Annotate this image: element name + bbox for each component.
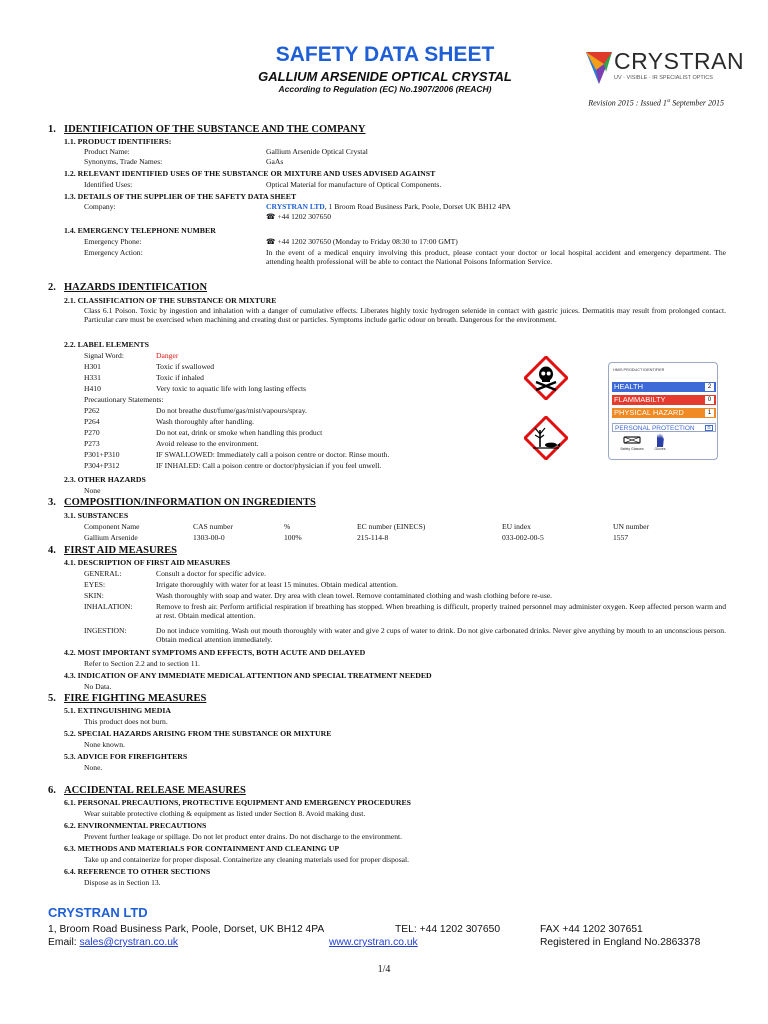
product-title: GALLIUM ARSENIDE OPTICAL CRYSTAL (258, 69, 512, 84)
synonyms-value: GaAs (266, 157, 284, 166)
revision-line: Revision 2015 : Issued 1st September 2015 (588, 98, 724, 108)
emergency-phone-value: ☎ +44 1202 307650 (Monday to Friday 08:30 to 17:00 GMT) (266, 237, 458, 246)
uses-value: Optical Material for manufacture of Optical Components. (266, 180, 442, 189)
regulation-line: According to Regulation (EC) No.1907/2006 (REACH) (278, 84, 492, 94)
subsection-3-1: 3.1. SUBSTANCES (64, 511, 129, 520)
subsection-4-3: 4.3. INDICATION OF ANY IMMEDIATE MEDICAL ATTENTION AND SPECIAL TREATMENT NEEDED (64, 671, 432, 680)
personal-precautions-text: Wear suitable protective clothing & equipment as listed under Section 8. Avoid making dust. (84, 809, 366, 818)
subsection-1-2: 1.2. RELEVANT IDENTIFIED USES OF THE SUBSTANCE OR MIXTURE AND USES ADVISED AGAINST (64, 169, 436, 178)
hazard-code: H301 (84, 362, 101, 371)
inhalation-text: Remove to fresh air. Perform artificial respiration if breathing has stopped. When breathing is difficult, properly trained personnel may administer oxygen. Keep affected person warm and at rest. Obtain medical attention. (156, 602, 726, 621)
subsection-2-1: 2.1. CLASSIFICATION OF THE SUBSTANCE OR MIXTURE (64, 296, 277, 305)
precaution-text: Do not eat, drink or smoke when handling this product (156, 428, 323, 437)
special-hazards-text: None known. (84, 740, 125, 749)
signal-word-value: Danger (156, 351, 179, 360)
emergency-phone-label: Emergency Phone: (84, 237, 142, 246)
document-title: SAFETY DATA SHEET (275, 43, 495, 66)
general-text: Consult a doctor for specific advice. (156, 569, 267, 578)
footer-company: CRYSTRAN LTD (48, 905, 148, 920)
precaution-text: Wash thoroughly after handling. (156, 417, 255, 426)
subsection-4-1: 4.1. DESCRIPTION OF FIRST AID MEASURES (64, 558, 231, 567)
precaution-code: P304+P312 (84, 461, 120, 470)
product-name-value: Gallium Arsenide Optical Crystal (266, 147, 368, 156)
table-header-cell: EC number (EINECS) (357, 522, 426, 531)
eyes-label: EYES: (84, 580, 106, 589)
footer-address: 1, Broom Road Business Park, Poole, Dorset, UK BH12 4PA (48, 924, 325, 935)
emergency-action-label: Emergency Action: (84, 248, 143, 257)
hmis-health-row: HEALTH 2 (612, 382, 716, 392)
environment-hazard-icon (524, 416, 568, 460)
table-cell: 100% (284, 533, 302, 542)
subsection-1-4: 1.4. EMERGENCY TELEPHONE NUMBER (64, 226, 216, 235)
section-3-heading: 3. COMPOSITION/INFORMATION ON INGREDIENTS (48, 497, 316, 508)
subsection-2-3: 2.3. OTHER HAZARDS (64, 475, 146, 484)
reference-text: Dispose as in Section 13. (84, 878, 161, 887)
gloves-icon (655, 433, 665, 447)
ingestion-label: INGESTION: (84, 626, 127, 635)
logo-wordmark: CRYSTRAN (614, 48, 745, 74)
table-header-cell: Component Name (84, 522, 140, 531)
footer-website (329, 937, 418, 949)
table-header-cell: UN number (613, 522, 650, 531)
environmental-precautions-text: Prevent further leakage or spillage. Do not let product enter drains. Do not discharge to the environment. (84, 832, 403, 841)
emergency-action-text: In the event of a medical enquiry involving this product, please contact your doctor or local hospital accident and emergency department. The attending health professional will be able to contact the National Poisons Information Service. (266, 248, 726, 267)
hazard-code: H331 (84, 373, 101, 382)
table-cell: 1303-00-0 (193, 533, 225, 542)
other-hazards-value: None (84, 486, 101, 495)
website-link[interactable]: www.crystran.co.uk (329, 937, 418, 948)
table-header-cell: EU index (502, 522, 531, 531)
section-4-heading: 4. FIRST AID MEASURES (48, 545, 178, 556)
prism-icon (584, 50, 614, 86)
precaution-code: P270 (84, 428, 100, 437)
page-number: 1/4 (377, 964, 391, 975)
extinguishing-text: This product does not burn. (84, 717, 168, 726)
company-phone: ☎ +44 1202 307650 (266, 212, 331, 221)
signal-word-label: Signal Word: (84, 351, 124, 360)
skin-label: SKIN: (84, 591, 104, 600)
subsection-6-1: 6.1. PERSONAL PRECAUTIONS, PROTECTIVE EQUIPMENT AND EMERGENCY PROCEDURES (64, 798, 412, 807)
footer-fax: FAX +44 1202 307651 (540, 924, 643, 935)
precaution-text: IF INHALED: Call a poison centre or doctor/physician if you feel unwell. (156, 461, 382, 470)
skin-text: Wash thoroughly with soap and water. Dry area with clean towel. Remove contaminated clothing and wash clothing before re-use. (156, 591, 553, 600)
hmis-physical-hazard-row: PHYSICAL HAZARD 1 (612, 408, 716, 418)
hmis-label (608, 362, 718, 460)
product-name-label: Product Name: (84, 147, 130, 156)
ingestion-text: Do not induce vomiting. Wash out mouth thoroughly with water and give 2 cups of water to drink. Do not give carbonated drinks. Never give anything by mouth to an unconscious person. Obtain medical attention immediately. (156, 626, 726, 645)
subsection-4-2: 4.2. MOST IMPORTANT SYMPTOMS AND EFFECTS, BOTH ACUTE AND DELAYED (64, 648, 366, 657)
subsection-5-1: 5.1. EXTINGUISHING MEDIA (64, 706, 172, 715)
table-cell: 1557 (613, 533, 629, 542)
footer-email: Email: sales@crystran.co.uk (48, 937, 179, 948)
hazard-code: H410 (84, 384, 101, 393)
section-6-heading: 6. ACCIDENTAL RELEASE MEASURES (48, 785, 246, 796)
inhalation-label: INHALATION: (84, 602, 133, 611)
skull-crossbones-icon (524, 356, 568, 400)
table-header-cell: % (284, 522, 291, 531)
subsection-6-4: 6.4. REFERENCE TO OTHER SECTIONS (64, 867, 211, 876)
precaution-code: P264 (84, 417, 100, 426)
hmis-personal-protection-row: PERSONAL PROTECTION B (612, 423, 716, 432)
uses-label: Identified Uses: (84, 180, 133, 189)
hazard-text: Toxic if swallowed (156, 362, 215, 371)
general-label: GENERAL: (84, 569, 122, 578)
safety-glasses-caption: Safety Glasses (620, 447, 644, 451)
table-cell: Gallium Arsenide (84, 533, 138, 542)
subsection-6-3: 6.3. METHODS AND MATERIALS FOR CONTAINMENT AND CLEANING UP (64, 844, 340, 853)
logo-tagline: UV · VISIBLE · IR SPECIALIST OPTICS (614, 75, 713, 81)
table-header-cell: CAS number (193, 522, 233, 531)
precaution-code: P301+P310 (84, 450, 120, 459)
precaution-text: Avoid release to the environment. (156, 439, 259, 448)
section-1-heading: 1. IDENTIFICATION OF THE SUBSTANCE AND THE COMPANY (48, 124, 366, 135)
section-2-heading: 2. HAZARDS IDENTIFICATION (48, 282, 208, 293)
hmis-title: HMIS PRODUCT IDENTIFIER (613, 368, 665, 372)
company-label: Company: (84, 202, 116, 211)
symptoms-text: Refer to Section 2.2 and to section 11. (84, 659, 200, 668)
synonyms-label: Synonyms, Trade Names: (84, 157, 163, 166)
subsection-5-3: 5.3. ADVICE FOR FIREFIGHTERS (64, 752, 188, 761)
subsection-5-2: 5.2. SPECIAL HAZARDS ARISING FROM THE SUBSTANCE OR MIXTURE (64, 729, 332, 738)
classification-text: Class 6.1 Poison. Toxic by ingestion and inhalation with a danger of cumulative effects. Liberates highly toxic hydrogen selenide in contact with gastric juices. Dermatitis may result from prolonged contact. Particular care must be exercised when machining and creating dust or particles. Symptoms include garlic odour on breath. Dangerous for the environment. (84, 306, 726, 325)
precaution-text: Do not breathe dust/fume/gas/mist/vapours/spray. (156, 406, 307, 415)
firefighters-text: None. (84, 763, 103, 772)
crystran-logo (584, 48, 745, 88)
precaution-code: P273 (84, 439, 100, 448)
gloves-caption: Gloves (654, 447, 666, 451)
containment-text: Take up and containerize for proper disposal. Containerize any cleaning materials used for proper disposal. (84, 855, 410, 864)
footer-tel: TEL: +44 1202 307650 (395, 924, 501, 935)
precautionary-label: Precautionary Statements: (84, 395, 164, 404)
subsection-2-2: 2.2. LABEL ELEMENTS (64, 340, 149, 349)
indication-text: No Data. (84, 682, 112, 691)
subsection-1-1: 1.1. PRODUCT IDENTIFIERS: (64, 137, 172, 146)
section-5-heading: 5. FIRE FIGHTING MEASURES (48, 693, 207, 704)
safety-glasses-icon (623, 435, 641, 445)
subsection-1-3: 1.3. DETAILS OF THE SUPPLIER OF THE SAFETY DATA SHEET (64, 192, 297, 201)
precaution-code: P262 (84, 406, 100, 415)
eyes-text: Irrigate thoroughly with water for at least 15 minutes. Obtain medical attention. (156, 580, 398, 589)
table-cell: 215-114-8 (357, 533, 389, 542)
subsection-6-2: 6.2. ENVIRONMENTAL PRECAUTIONS (64, 821, 207, 830)
table-cell: 033-002-00-5 (502, 533, 544, 542)
footer-registration: Registered in England No.2863378 (540, 937, 701, 948)
hazard-text: Toxic if inhaled (156, 373, 204, 382)
hazard-text: Very toxic to aquatic life with long lasting effects (156, 384, 307, 393)
hmis-flammability-row: FLAMMABILTY 0 (612, 395, 716, 405)
email-link[interactable]: sales@crystran.co.uk (79, 937, 179, 948)
company-value: CRYSTRAN LTD, 1 Broom Road Business Park, Poole, Dorset UK BH12 4PA (266, 202, 511, 211)
precaution-text: IF SWALLOWED: Immediately call a poison centre or doctor. Rinse mouth. (156, 450, 390, 459)
